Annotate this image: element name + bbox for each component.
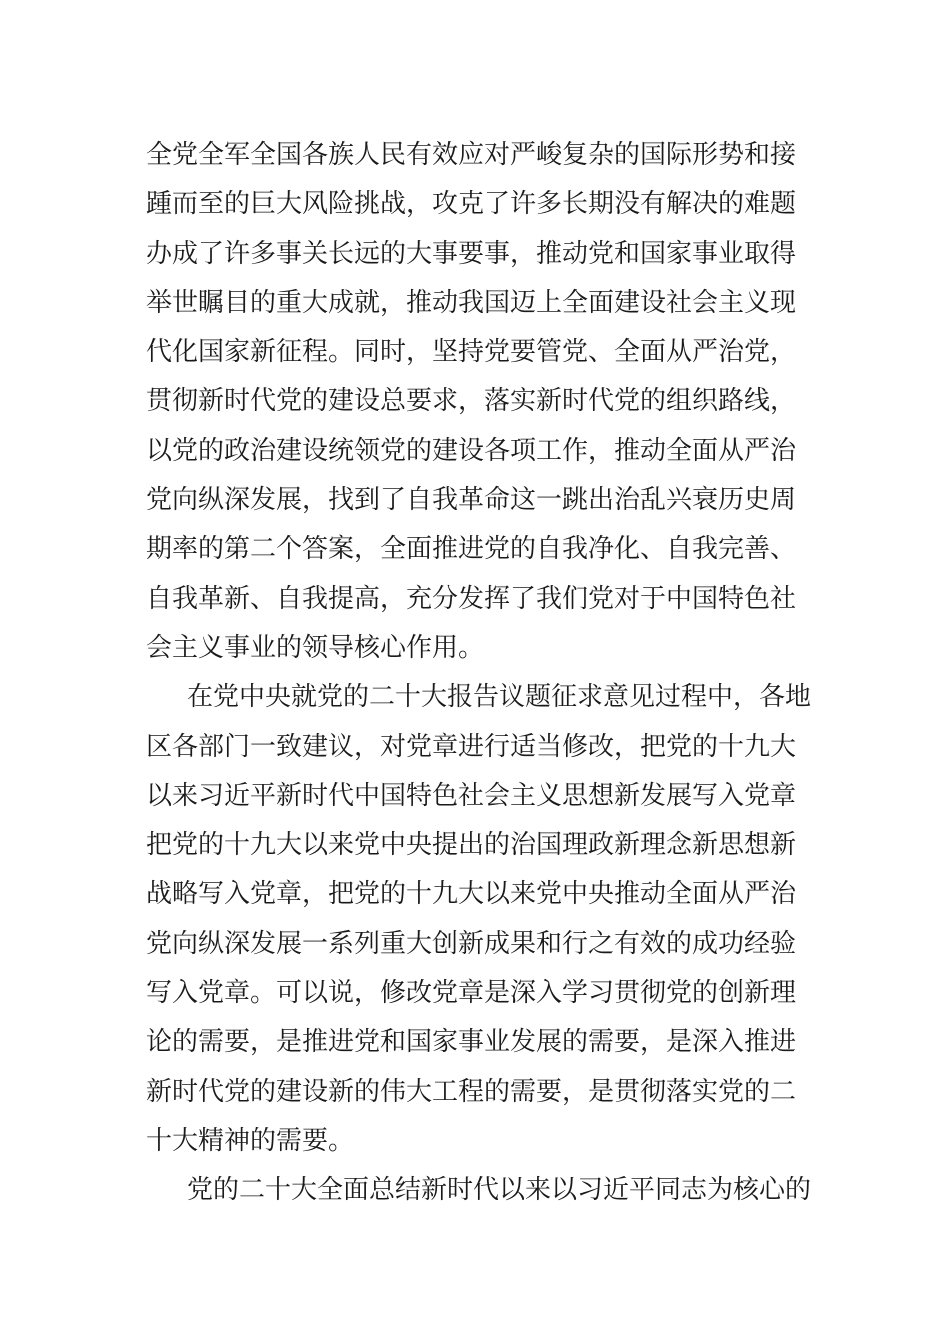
- text-line: 贯彻新时代党的建设总要求，落实新时代党的组织路线，: [146, 386, 797, 417]
- text-line: 期率的第二个答案，全面推进党的自我净化、自我完善、: [146, 534, 797, 565]
- text-line: 全党全军全国各族人民有效应对严峻复杂的国际形势和接: [146, 140, 797, 170]
- document-body: [146, 131, 811, 1216]
- text-line: 战略写入党章，把党的十九大以来党中央推动全面从严治: [146, 879, 797, 910]
- paragraph-start-line: 在党中央就党的二十大报告议题征求意见过程中，各地: [187, 682, 812, 713]
- text-line: 会主义事业的领导核心作用。: [146, 632, 485, 663]
- text-line: 把党的十九大以来党中央提出的治国理政新理念新思想新: [146, 830, 797, 861]
- text-line: 新时代党的建设新的伟大工程的需要，是贯彻落实党的二: [146, 1076, 797, 1107]
- paragraph-start-line: 党的二十大全面总结新时代以来以习近平同志为核心的: [187, 1175, 812, 1206]
- text-line: 区各部门一致建议，对党章进行适当修改，把党的十九大: [146, 731, 797, 762]
- text-line: 以来习近平新时代中国特色社会主义思想新发展写入党章: [146, 780, 797, 811]
- text-line: 举世瞩目的重大成就，推动我国迈上全面建设社会主义现: [146, 287, 797, 318]
- text-line: 论的需要，是推进党和国家事业发展的需要，是深入推进: [146, 1027, 797, 1058]
- text-line: 办成了许多事关长远的大事要事，推动党和国家事业取得: [146, 238, 797, 269]
- text-line: 以党的政治建设统领党的建设各项工作，推动全面从严治: [146, 435, 797, 466]
- text-line: 十大精神的需要。: [146, 1125, 355, 1156]
- text-line: 踵而至的巨大风险挑战，攻克了许多长期没有解决的难题: [146, 189, 797, 220]
- text-line: 党向纵深发展，找到了自我革命这一跳出治乱兴衰历史周: [146, 485, 797, 516]
- text-line: 党向纵深发展一系列重大创新成果和行之有效的成功经验: [146, 928, 797, 959]
- text-line: 写入党章。可以说，修改党章是深入学习贯彻党的创新理: [146, 978, 797, 1009]
- text-line: 自我革新、自我提高，充分发挥了我们党对于中国特色社: [146, 583, 797, 614]
- text-line: 代化国家新征程。同时，坚持党要管党、全面从严治党，: [146, 337, 797, 368]
